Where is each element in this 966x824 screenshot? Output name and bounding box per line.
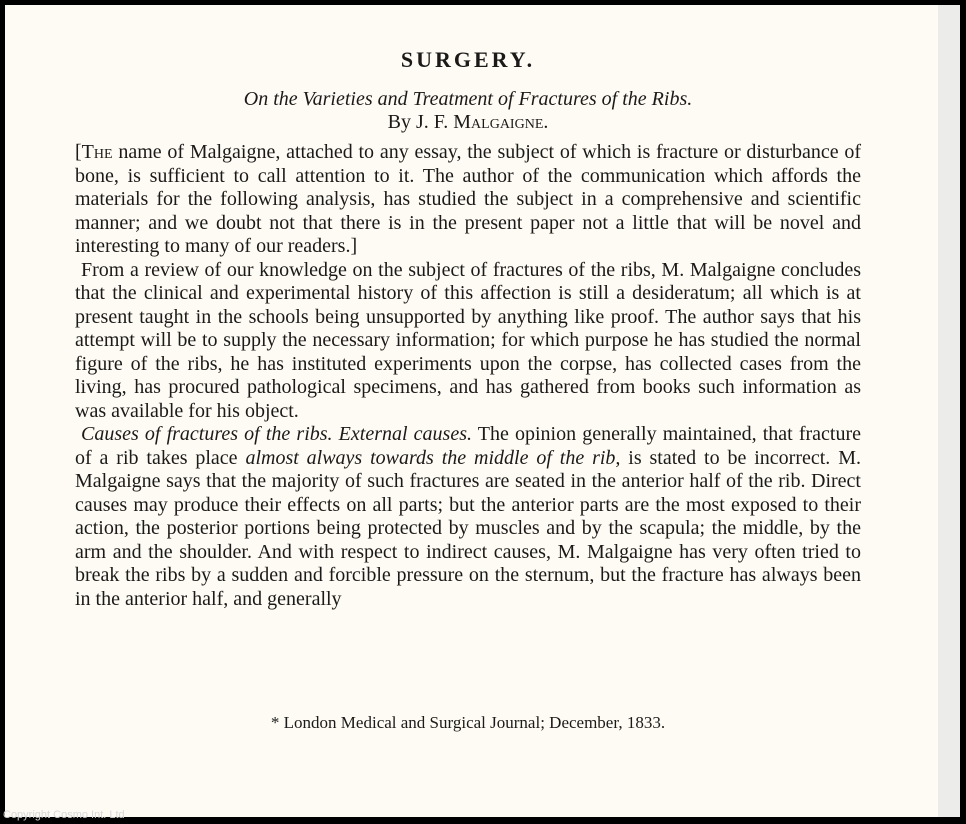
paragraph-review: From a review of our knowledge on the subject of fractures of the ribs, M. Malgaigne concludes that the clinical and experimental history of this affection is still a desideratum; all which is at present taught in the schools being unsupported by anything like proof. The author says that his attempt will be to supply the necessary information; for which purpose he has studied the normal figure of the ribs, he has instituted experiments upon the corpse, has collected cases from the living, has procured pathological specimens, and has gathered from books such information as was available for his object. (75, 258, 861, 422)
page-edge (938, 5, 960, 817)
author-by: By J. F. (387, 111, 449, 133)
intro-bracket: [ (75, 141, 82, 163)
article (75, 45, 861, 732)
causes-text-b: is stated to be incorrect. M. Malgaigne says that the majority of such fractures are seated in the anterior half of the rib. Direct causes may produce their effects on all parts; but the anterior parts are the most exposed to their action, the posterior portions being protected by muscles and by the scapula; the middle, by the arm and the shoulder. And with respect to indirect causes, M. Malgaigne has very often tried to break the ribs by a sudden and forcible pressure on the sternum, but the fracture has always been in the anterior half, and generally (75, 446, 861, 610)
causes-text-a: The opinion generally maintained, that fracture of a rib takes place (75, 423, 861, 469)
intro-lead-word: The (81, 141, 113, 163)
causes-lead: Causes of fractures of the ribs. External causes. (81, 423, 472, 445)
intro-text: name of Malgaigne, attached to any essay, the subject of which is fracture or disturbance of bone, is sufficient to call attention to it. The author of the communication which affords the materials for the following analysis, has studied the subject in a comprehensive and scientific manner; and we doubt not that there is in the present paper not a little that will be novel and interesting to many of our readers.] (75, 141, 861, 257)
author-name: Malgaigne. (453, 111, 549, 133)
author-line (75, 111, 861, 133)
page (5, 5, 938, 817)
paragraph-causes (75, 423, 861, 611)
footnote: * London Medical and Surgical Journal; December, 1833. (270, 713, 666, 732)
editorial-intro (75, 141, 861, 259)
section-heading: SURGERY. (400, 47, 536, 72)
copyright-notice: Copyright Cosmo Int. Ltd (3, 809, 125, 821)
causes-emphasis: almost always towards the middle of the rib, (245, 446, 621, 469)
article-title: On the Varieties and Treatment of Fractures of the Ribs. (243, 88, 693, 110)
